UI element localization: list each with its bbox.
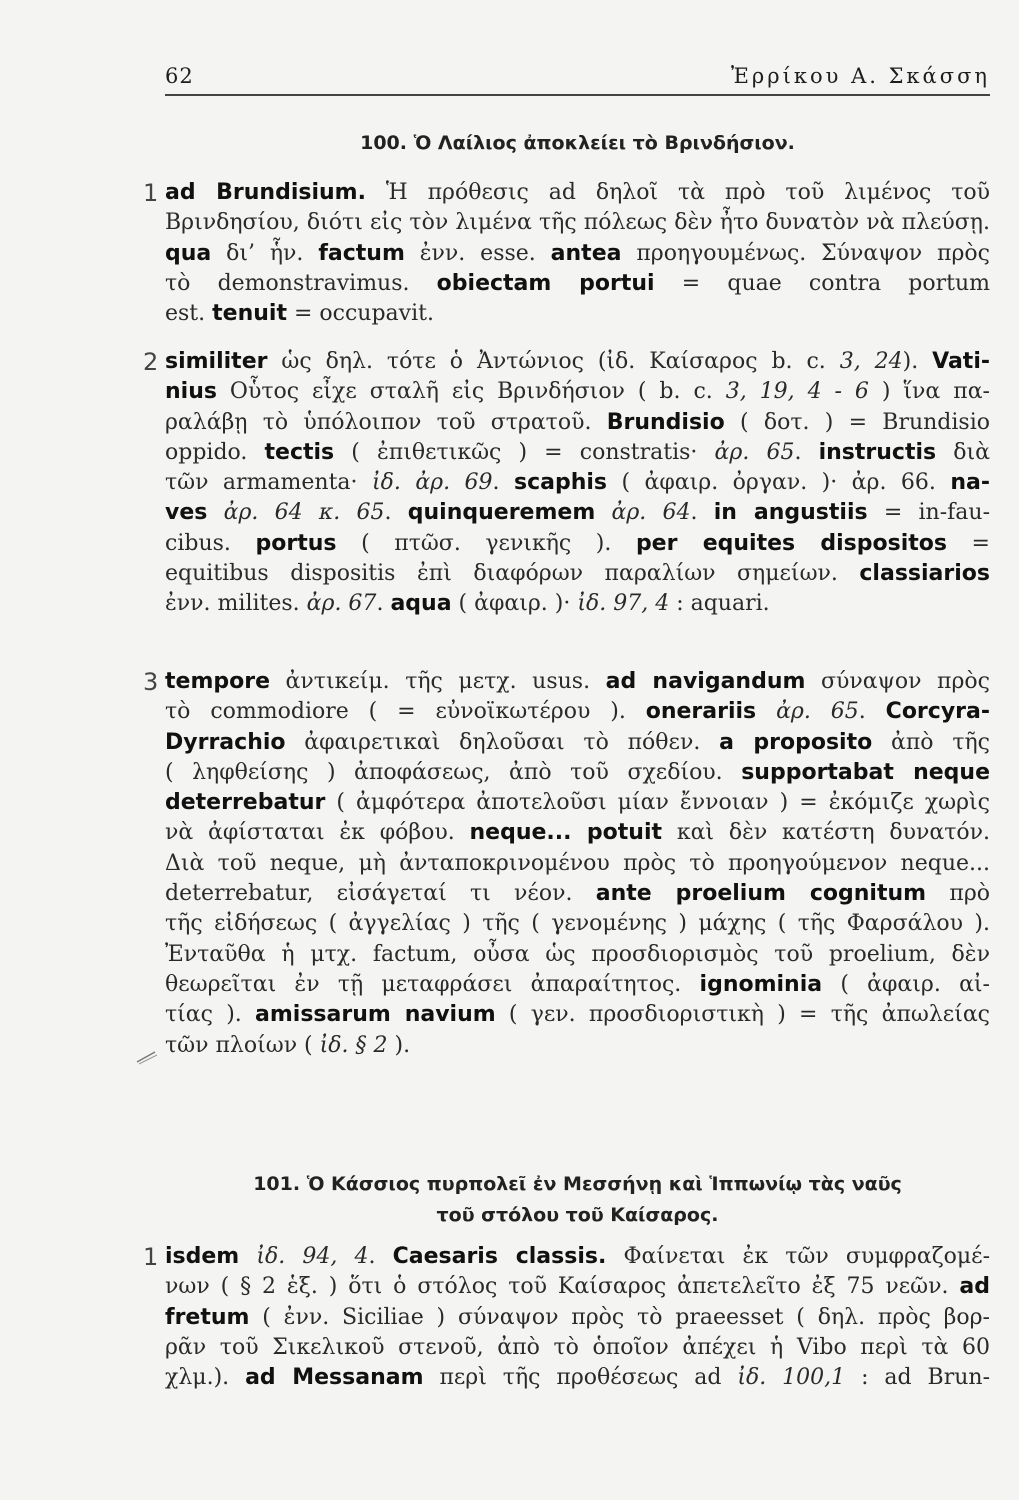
running-head (165, 64, 990, 92)
section-100-paragraph-1: 1 ad Brundisium. Ἡ πρόθεσις ad δηλοῖ τὰ πρὸ τοῦ λιμένος τοῦ Βρινδησίου, διότι εἰς τὸν λιμένα τῆς πόλεως δὲν ἦτο δυνατὸν νὰ πλεύσῃ. qua δι’ ἧν. factum ἐνν. esse. antea προηγουμένως. Σύναψον πρὸς τὸ demonstravimus. obiectam portui = quae contra portum est. tenuit = occupavit. (143, 179, 990, 327)
running-title: Ἐρρίκου Α. Σκάσση (731, 64, 990, 88)
section-101-title-line-1: 101. Ὁ Κάσσιος πυρπολεῖ ἐν Μεσσήνῃ καὶ Ἱππωνίῳ τὰς ναῦς (253, 1173, 902, 1195)
section-100-paragraph-2: 2 similiter ὡς δηλ. τότε ὁ Ἀντώνιος (ἰδ. Καίσαρος b. c. 3, 24). Vati- nius Οὗτος εἶχε σταλῆ εἰς Βρινδήσιον ( b. c. 3, 19, 4 - 6 ) ἵνα πα- ραλάβῃ τὸ ὑπόλοιπον τοῦ στρατοῦ. Brundisio ( δοτ. ) = Brundisio oppido. tectis ( ἐπιθετικῶς ) = constratis· ἀρ. 65. instructis διὰ τῶν armamenta· ἰδ. ἀρ. 69. scaphis ( ἀφαιρ. ὀργαν. )· ἀρ. 66. na- ves ἀρ. 64 κ. 65. quinqueremem ἀρ. 64. in angustiis = in-fau- cibus. portus ( πτῶσ. γενικῆς ). per equites dispositos = equitibus dispositis ἐπὶ διαφόρων παραλίων σημείων. classiarios ἐνν. milites. ἀρ. 67. aqua ( ἀφαιρ. )· ἰδ. 97, 4 : aquari. (143, 348, 991, 617)
section-100-paragraph-3: 3 tempore ἀντικείμ. τῆς μετχ. usus. ad navigandum σύναψον πρὸς τὸ commodiore ( = εὐνοϊκωτέρου ). onerariis ἀρ. 65. Corcyra- Dyrrachio ἀφαιρετικαὶ δηλοῦσαι τὸ πόθεν. a proposito ἀπὸ τῆς ( ληφθείσης ) ἀποφάσεως, ἀπὸ τοῦ σχεδίου. supportabat neque deterrebatur ( ἀμφότερα ἀποτελοῦσι μίαν ἔννοιαν ) = ἐκόμιζε χωρὶς νὰ ἀφίσταται ἐκ φόβου. neque... potuit καὶ δὲν κατέστη δυνατόν. Διὰ τοῦ neque, μὴ ἀνταποκρινομένου πρὸς τὸ προηγούμενον neque... deterrebatur, εἰσάγεταί τι νέον. ante proelium cognitum πρὸ τῆς εἰδήσεως ( ἀγγελίας ) τῆς ( γενομένης ) μάχης ( τῆς Φαρσάλου ). Ἐνταῦθα ἡ μτχ. factum, οὖσα ὡς προσδιορισμὸς τοῦ proelium, δὲν θεωρεῖται ἐν τῇ μεταφράσει ἀπαραίτητος. ignominia ( ἀφαιρ. αἰ- τίας ). amissarum navium ( γεν. προσδιοριστικὴ ) = τῆς ἀπωλείας τῶν πλοίων ( ἰδ. § 2 ). (143, 668, 991, 1058)
pencil-mark-icon (135, 1048, 159, 1066)
section-101-title-line-2: τοῦ στόλου τοῦ Καίσαρος. (436, 1204, 719, 1226)
paragraph-number: 1 (143, 179, 159, 207)
section-100-title: 100. Ὁ Λαίλιος ἀποκλείει τὸ Βρινδήσιον. (360, 132, 795, 154)
paragraph-number: 2 (143, 348, 159, 376)
section-101-paragraph-1: 1 isdem ἰδ. 94, 4. Caesaris classis. Φαίνεται ἐκ τῶν συμφραζομέ- νων ( § 2 ἑξ. ) ὅτι ὁ στόλος τοῦ Καίσαρος ἀπετελεῖτο ἐξ 75 νεῶν. ad fretum ( ἐνν. Siciliae ) σύναψον πρὸς τὸ praeesset ( δηλ. πρὸς βορ- ρᾶν τοῦ Σικελικοῦ στενοῦ, ἀπὸ τὸ ὁποῖον ἀπέχει ἡ Vibo περὶ τὰ 60 χλμ.). ad Messanam περὶ τῆς προθέσεως ad ἰδ. 100,1 : ad Brun- (143, 1243, 991, 1391)
header-rule (165, 94, 990, 96)
page-number: 62 (165, 64, 194, 88)
paragraph-number: 3 (143, 668, 159, 696)
paragraph-number: 1 (143, 1243, 159, 1271)
